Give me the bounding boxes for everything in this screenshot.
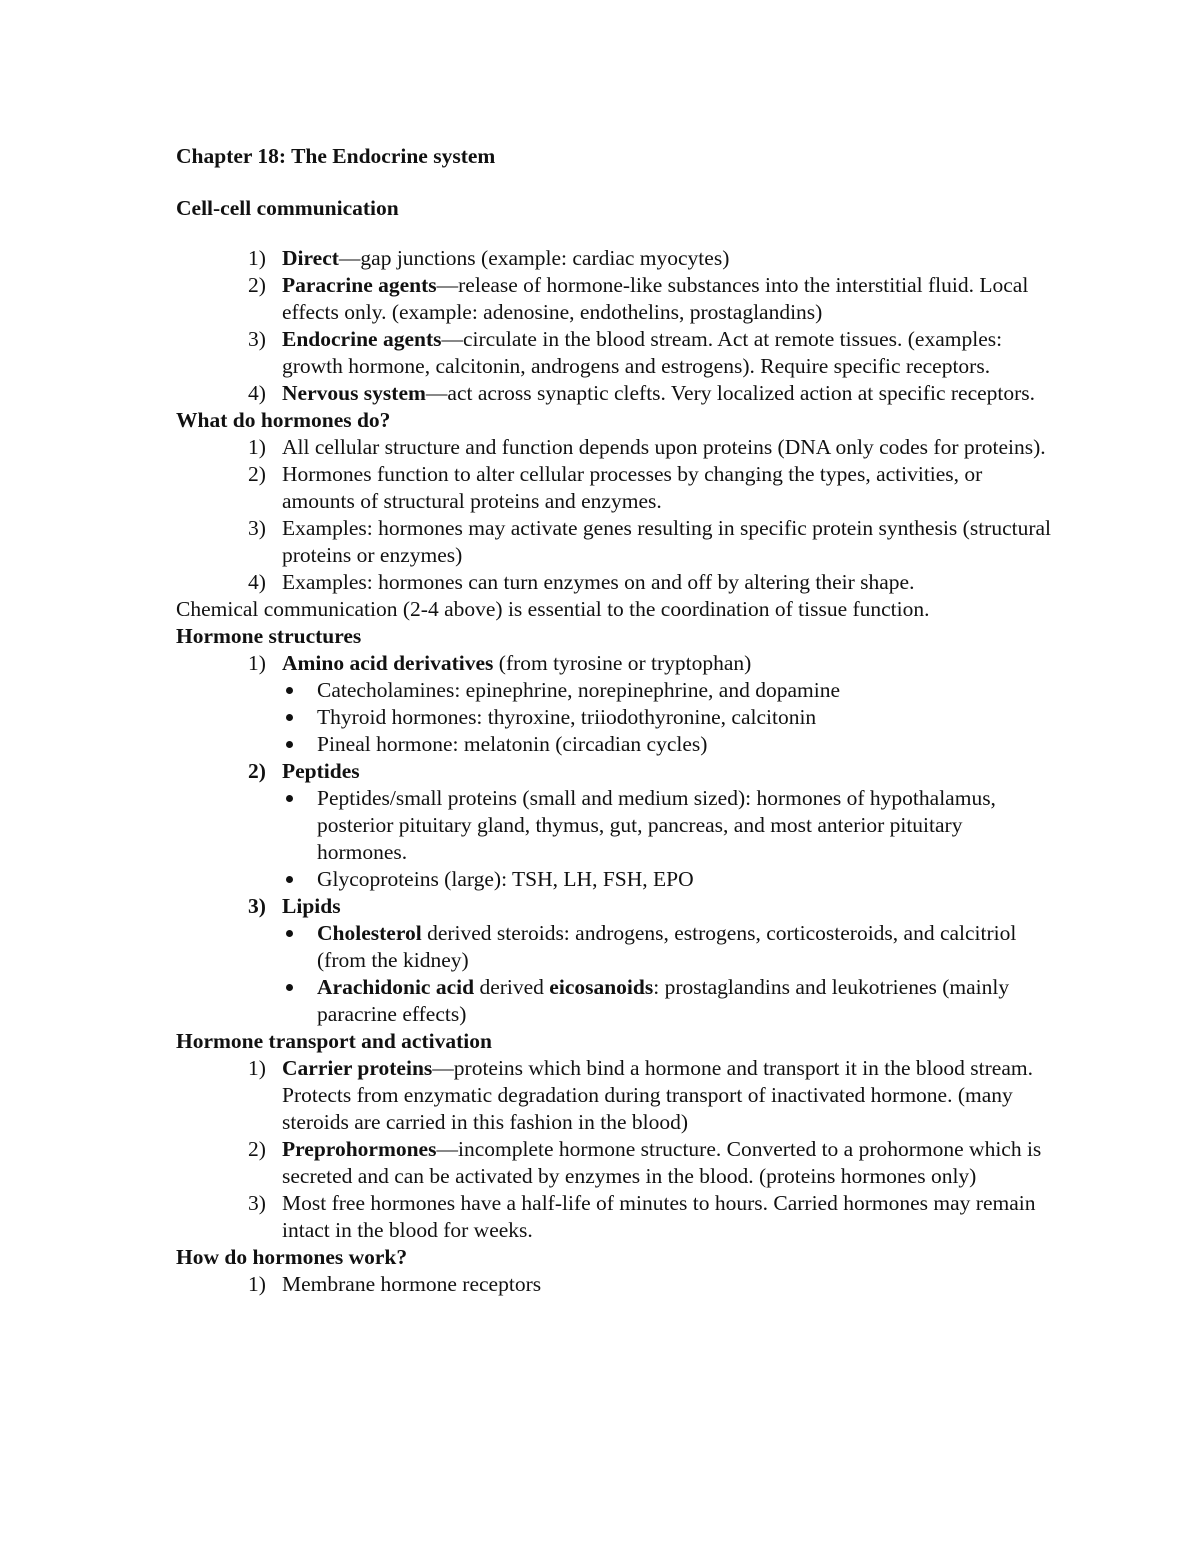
- item-text: (from tyrosine or tryptophan): [493, 651, 752, 675]
- bullet-term-2: eicosanoids: [549, 975, 654, 999]
- item-number: 4): [248, 381, 266, 405]
- item-text: —gap junctions (example: cardiac myocytes): [338, 246, 730, 270]
- item-term: Carrier proteins: [282, 1056, 433, 1080]
- item-term: Peptides: [282, 759, 360, 783]
- item-text: Membrane hormone receptors: [282, 1272, 542, 1296]
- item-number: 1): [248, 1056, 266, 1080]
- list-item: [176, 272, 1056, 326]
- list-item: [176, 434, 1056, 461]
- list-item: [176, 1190, 1056, 1244]
- item-number: 1): [248, 435, 266, 459]
- bullet-item: [176, 920, 1056, 974]
- peptides-list: [176, 785, 1056, 893]
- bullet-item: [176, 677, 1056, 704]
- transport-list: [176, 1055, 1056, 1244]
- item-number: 1): [248, 246, 266, 270]
- section-heading-how-hormones-work: How do hormones work?: [176, 1245, 408, 1269]
- item-number: 1): [248, 1272, 266, 1296]
- item-number: 3): [248, 516, 266, 540]
- bullet-icon: [286, 984, 293, 991]
- item-term: Preprohormones: [282, 1137, 437, 1161]
- bullet-icon: [286, 876, 293, 883]
- bullet-item: [176, 731, 1056, 758]
- item-number: 2): [248, 462, 266, 486]
- bullet-icon: [286, 930, 293, 937]
- item-number: 1): [248, 651, 266, 675]
- chemical-communication-note: Chemical communication (2-4 above) is essential to the coordination of tissue function.: [176, 597, 930, 621]
- item-number: 4): [248, 570, 266, 594]
- hormone-structures-list-2: [176, 758, 1056, 785]
- item-term: Direct: [282, 246, 339, 270]
- item-number: 3): [248, 1191, 266, 1215]
- item-text: —circulate in the blood stream. Act at remote tissues. (examples: growth hormone, calcitonin, androgens and estrogens). Require specific receptors.: [282, 327, 1003, 378]
- document-page: [176, 143, 1056, 1298]
- item-number: 3): [248, 894, 266, 918]
- item-text: Examples: hormones can turn enzymes on and off by altering their shape.: [282, 570, 915, 594]
- list-item: [176, 758, 1056, 785]
- bullet-icon: [286, 714, 293, 721]
- bullet-item: [176, 866, 1056, 893]
- bullet-icon: [286, 795, 293, 802]
- bullet-text: Peptides/small proteins (small and medium sized): hormones of hypothalamus, posterior pituitary gland, thymus, gut, pancreas, and most anterior pituitary hormones.: [317, 786, 996, 864]
- item-number: 2): [248, 1137, 266, 1161]
- hormone-functions-list: [176, 434, 1056, 596]
- amino-acid-derivatives-list: [176, 677, 1056, 758]
- item-text: —incomplete hormone structure. Converted to a prohormone which is secreted and can be activated by enzymes in the blood. (proteins hormones only): [282, 1137, 1042, 1188]
- item-text: Examples: hormones may activate genes resulting in specific protein synthesis (structural proteins or enzymes): [282, 516, 1052, 567]
- bullet-text: Pineal hormone: melatonin (circadian cycles): [317, 732, 708, 756]
- list-item: [176, 569, 1056, 596]
- item-term: Lipids: [282, 894, 341, 918]
- bullet-icon: [286, 687, 293, 694]
- list-item: [176, 650, 1056, 677]
- bullet-item: [176, 785, 1056, 866]
- list-item: [176, 1055, 1056, 1136]
- bullet-term: Arachidonic acid: [317, 975, 475, 999]
- bullet-term: Cholesterol: [317, 921, 422, 945]
- section-heading-transport-activation: Hormone transport and activation: [176, 1029, 492, 1053]
- bullet-item: [176, 704, 1056, 731]
- item-term: Endocrine agents: [282, 327, 442, 351]
- item-text: —release of hormone-like substances into the interstitial fluid. Local effects only. (example: adenosine, endothelins, prostaglandins): [282, 273, 1029, 324]
- item-term: Paracrine agents: [282, 273, 437, 297]
- item-number: 2): [248, 759, 266, 783]
- item-text: —proteins which bind a hormone and transport it in the blood stream. Protects from enzymatic degradation during transport of inactivated hormone. (many steroids are carried in this fashion in the blood): [282, 1056, 1033, 1134]
- item-number: 3): [248, 327, 266, 351]
- list-item: [176, 1136, 1056, 1190]
- bullet-item: [176, 974, 1056, 1028]
- hormone-structures-list-3: [176, 893, 1056, 920]
- bullet-text: derived steroids: androgens, estrogens, corticosteroids, and calcitriol (from the kidney): [317, 921, 1017, 972]
- bullet-text: Thyroid hormones: thyroxine, triiodothyronine, calcitonin: [317, 705, 817, 729]
- chapter-title: Chapter 18: The Endocrine system: [176, 144, 496, 168]
- bullet-text-2: : prostaglandins and leukotrienes (mainly paracrine effects): [317, 975, 1010, 1026]
- bullet-icon: [286, 741, 293, 748]
- section-heading-cell-communication: Cell-cell communication: [176, 196, 399, 220]
- section-heading-what-hormones-do: What do hormones do?: [176, 408, 391, 432]
- list-item: [176, 380, 1056, 407]
- how-hormones-work-list: [176, 1271, 1056, 1298]
- lipids-list: [176, 920, 1056, 1028]
- hormone-structures-list: [176, 650, 1056, 677]
- cell-communication-list: [176, 245, 1056, 407]
- item-term: Nervous system: [282, 381, 426, 405]
- item-text: Most free hormones have a half-life of minutes to hours. Carried hormones may remain intact in the blood for weeks.: [282, 1191, 1036, 1242]
- item-text: Hormones function to alter cellular processes by changing the types, activities, or amounts of structural proteins and enzymes.: [282, 462, 983, 513]
- item-number: 2): [248, 273, 266, 297]
- bullet-text: derived: [474, 975, 550, 999]
- list-item: [176, 1271, 1056, 1298]
- list-item: [176, 515, 1056, 569]
- item-text: All cellular structure and function depends upon proteins (DNA only codes for proteins).: [282, 435, 1046, 459]
- bullet-text: Catecholamines: epinephrine, norepinephrine, and dopamine: [317, 678, 840, 702]
- item-term: Amino acid derivatives: [282, 651, 494, 675]
- list-item: [176, 245, 1056, 272]
- item-text: —act across synaptic clefts. Very localized action at specific receptors.: [425, 381, 1036, 405]
- list-item: [176, 893, 1056, 920]
- list-item: [176, 461, 1056, 515]
- bullet-text: Glycoproteins (large): TSH, LH, FSH, EPO: [317, 867, 694, 891]
- list-item: [176, 326, 1056, 380]
- section-heading-hormone-structures: Hormone structures: [176, 624, 362, 648]
